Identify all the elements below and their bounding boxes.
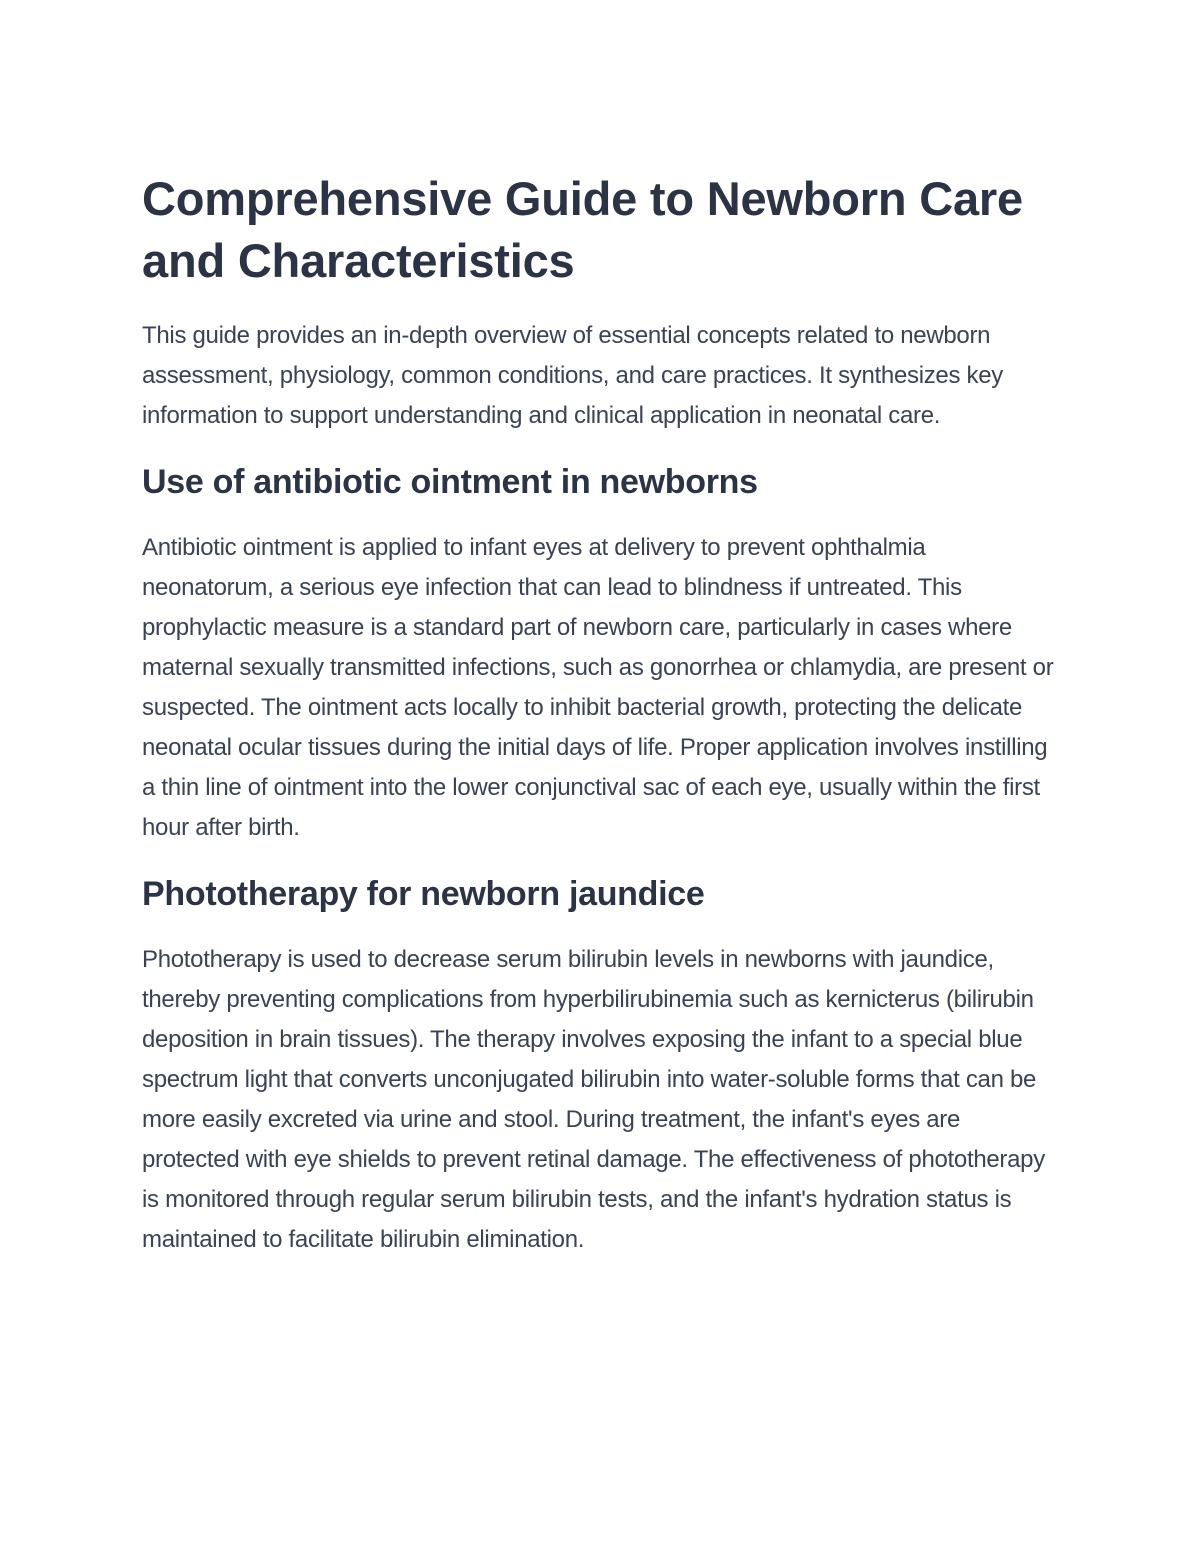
section-heading: Use of antibiotic ointment in newborns — [142, 463, 758, 501]
section-antibiotic-ointment — [142, 458, 1060, 848]
intro-paragraph: This guide provides an in-depth overview of essential concepts related to newborn assessment, physiology, common conditions, and care practices. It synthesizes key information to support understanding and clinical application in neonatal care. — [142, 322, 1003, 429]
document-page — [142, 168, 1060, 1260]
page-title: Comprehensive Guide to Newborn Care and Characteristics — [142, 172, 1023, 287]
section-paragraph: Phototherapy is used to decrease serum bilirubin levels in newborns with jaundice, thereby preventing complications from hyperbilirubinemia such as kernicterus (bilirubin deposition in brain tissues). The therapy involves exposing the infant to a special blue spectrum light that converts unconjugated bilirubin into water-soluble forms that can be more easily excreted via urine and stool. During treatment, the infant's eyes are protected with eye shields to prevent retinal damage. The effectiveness of phototherapy is monitored through regular serum bilirubin tests, and the infant's hydration status is maintained to facilitate bilirubin elimination. — [142, 946, 1045, 1253]
section-heading: Phototherapy for newborn jaundice — [142, 875, 705, 913]
section-phototherapy — [142, 870, 1060, 1260]
section-paragraph: Antibiotic ointment is applied to infant eyes at delivery to prevent ophthalmia neonatorum, a serious eye infection that can lead to blindness if untreated. This prophylactic measure is a standard part of newborn care, particularly in cases where maternal sexually transmitted infections, such as gonorrhea or chlamydia, are present or suspected. The ointment acts locally to inhibit bacterial growth, protecting the delicate neonatal ocular tissues during the initial days of life. Proper application involves instilling a thin line of ointment into the lower conjunctival sac of each eye, usually within the first hour after birth. — [142, 534, 1054, 841]
